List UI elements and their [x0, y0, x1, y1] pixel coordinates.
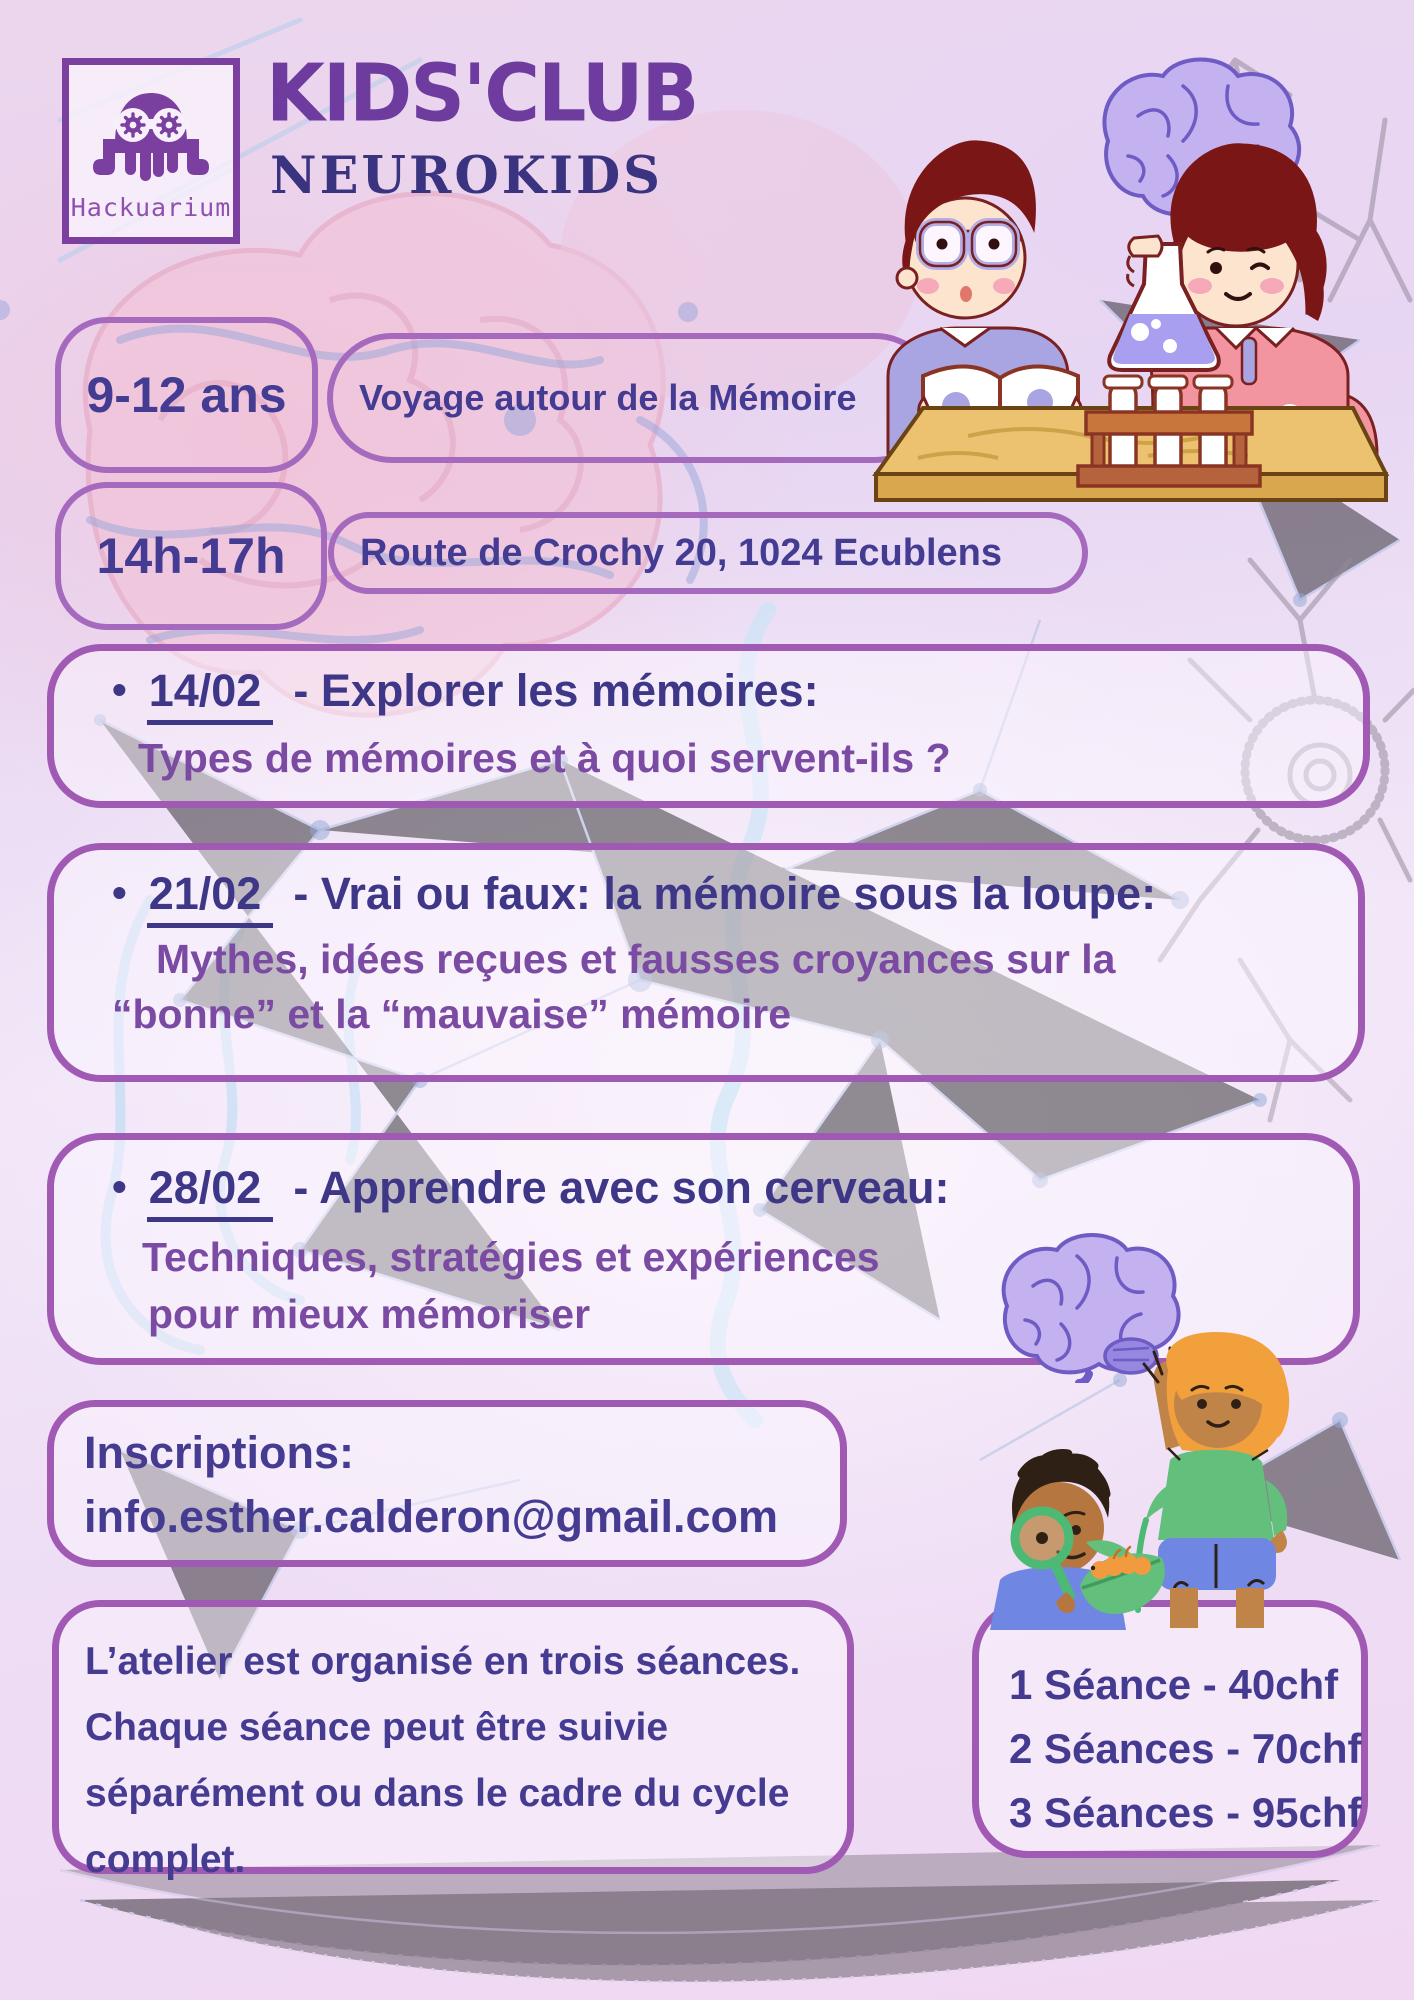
address-text: Route de Crochy 20, 1024 Ecublens [360, 531, 1003, 574]
explorer-girl [1144, 1332, 1289, 1628]
theme-text: Voyage autour de la Mémoire [359, 377, 857, 418]
session-2-desc-line2: “bonne” et la “mauvaise” mémoire [112, 991, 792, 1037]
note-line-1: L’atelier est organisé en trois séances. [85, 1640, 801, 1683]
octopus-goggles-icon [91, 81, 211, 191]
session-1-date: 14/02 [147, 665, 274, 725]
session-card-2 [47, 843, 1365, 1082]
session-3-date: 28/02 [147, 1162, 274, 1222]
note-line-3: séparément ou dans le cadre du cycle [85, 1772, 790, 1815]
price-3-sessions: 3 Séances - 95chf [1009, 1789, 1362, 1836]
time-text: 14h-17h [96, 528, 286, 584]
note-card [52, 1600, 854, 1881]
note-line-2: Chaque séance peut être suivie [85, 1706, 669, 1749]
session-2-date: 21/02 [147, 868, 274, 928]
kids-explore-illustration [930, 1330, 1325, 1630]
address-badge [328, 512, 1088, 594]
bullet-icon: • [112, 666, 127, 713]
session-2-topic: - Vrai ou faux: la mémoire sous la loupe: [293, 868, 1157, 919]
price-1-session: 1 Séance - 40chf [1009, 1661, 1339, 1708]
bullet-icon: • [112, 869, 127, 916]
page-subtitle: NEUROKIDS [270, 146, 664, 206]
session-3-desc-line2: pour mieux mémoriser [148, 1291, 591, 1337]
page-title: KIDS'CLUB [266, 45, 698, 140]
hackuarium-logo [62, 58, 240, 244]
session-3-title [112, 1162, 1313, 1222]
brand-name: Hackuarium [70, 192, 232, 222]
pricing-card [972, 1600, 1368, 1858]
bullet-icon: • [112, 1163, 127, 1210]
session-card-1 [47, 644, 1370, 808]
contact-label: Inscriptions: [84, 1427, 355, 1478]
age-badge [55, 317, 318, 473]
contact-card [47, 1400, 847, 1567]
session-1-desc: Types de mémoires et à quoi servent-ils ? [138, 735, 951, 781]
contact-email: info.esther.calderon@gmail.com [84, 1491, 779, 1542]
session-2-desc-line1: Mythes, idées reçues et fausses croyances sur la [156, 936, 1116, 982]
kids-lab-illustration [828, 46, 1394, 508]
session-3-desc-line1: Techniques, stratégies et expériences [142, 1234, 880, 1280]
time-badge [55, 482, 327, 630]
price-2-sessions: 2 Séances - 70chf [1009, 1725, 1362, 1772]
session-3-topic: - Apprendre avec son cerveau: [293, 1162, 950, 1213]
session-1-title [112, 665, 1323, 725]
note-line-4: complet. [85, 1838, 246, 1881]
session-2-title [112, 868, 1318, 928]
session-1-topic: - Explorer les mémoires: [293, 665, 819, 716]
age-text: 9-12 ans [86, 367, 287, 423]
